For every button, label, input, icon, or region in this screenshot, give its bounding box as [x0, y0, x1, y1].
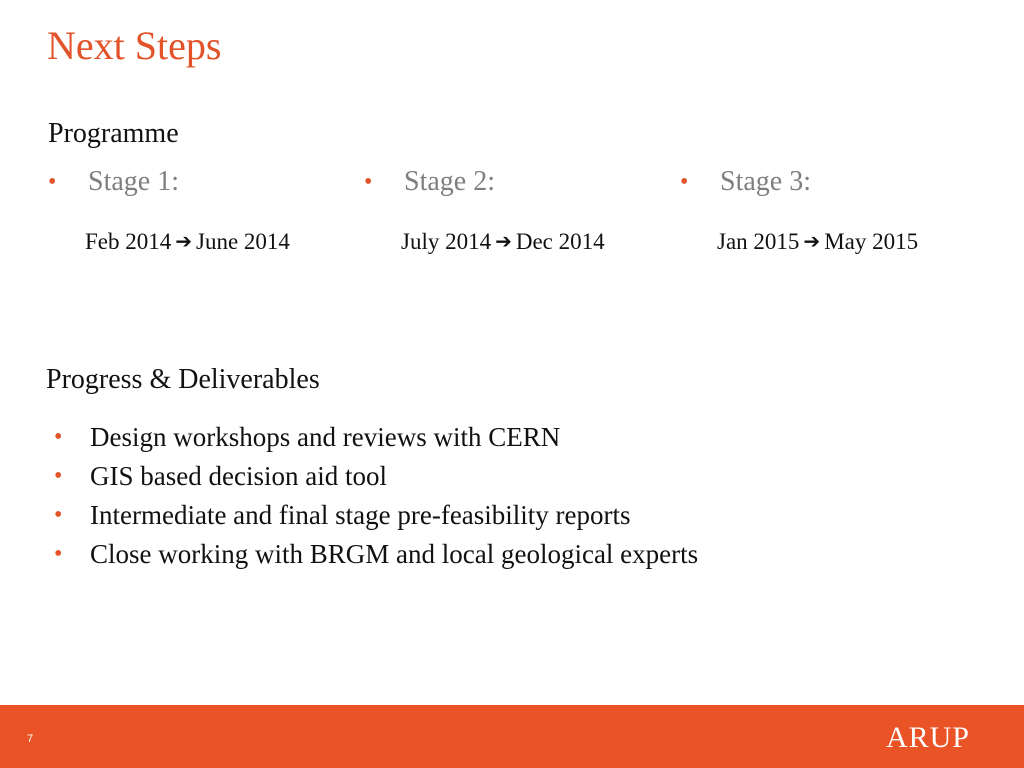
bullet-icon: •	[54, 502, 63, 528]
stage-1-label: Stage 1:	[88, 166, 179, 197]
stage-1-start: Feb 2014	[85, 229, 172, 254]
stage-2-dates	[401, 229, 605, 254]
list-item-text: Close working with BRGM and local geological experts	[90, 539, 699, 569]
stage-3	[680, 167, 980, 267]
stage-3-dates	[717, 229, 918, 254]
arrow-right-icon: ➔	[803, 229, 821, 253]
stage-2-start: July 2014	[401, 229, 492, 254]
bullet-icon: •	[48, 169, 57, 195]
stage-3-label: Stage 3:	[720, 166, 811, 197]
list-item	[50, 496, 698, 535]
list-item	[50, 457, 698, 496]
programme-heading: Programme	[48, 118, 179, 149]
page-number: 7	[27, 733, 34, 745]
arup-logo: ARUP	[885, 721, 970, 754]
bullet-icon: •	[54, 424, 63, 450]
list-item	[50, 418, 698, 457]
stage-2-label: Stage 2:	[404, 166, 495, 197]
stage-2	[364, 167, 664, 267]
stage-3-end: May 2015	[824, 229, 919, 254]
bullet-icon: •	[54, 463, 63, 489]
stage-1-end: June 2014	[196, 229, 290, 254]
bullet-icon: •	[680, 169, 689, 195]
arrow-right-icon: ➔	[495, 229, 512, 253]
arrow-right-icon: ➔	[175, 229, 193, 253]
list-item-text: GIS based decision aid tool	[90, 461, 387, 491]
slide-title: Next Steps	[47, 23, 222, 68]
stage-1	[48, 167, 348, 267]
stage-3-start: Jan 2015	[717, 229, 800, 254]
list-item-text: Intermediate and final stage pre-feasibility reports	[90, 500, 631, 530]
bullet-icon: •	[364, 169, 373, 195]
list-item	[50, 535, 698, 574]
deliverables-list	[50, 418, 698, 574]
progress-heading: Progress & Deliverables	[46, 364, 320, 395]
stage-2-end: Dec 2014	[515, 229, 605, 254]
bullet-icon: •	[54, 541, 63, 567]
footer-bar	[0, 705, 1024, 768]
list-item-text: Design workshops and reviews with CERN	[90, 422, 561, 452]
stage-1-dates	[85, 229, 290, 254]
